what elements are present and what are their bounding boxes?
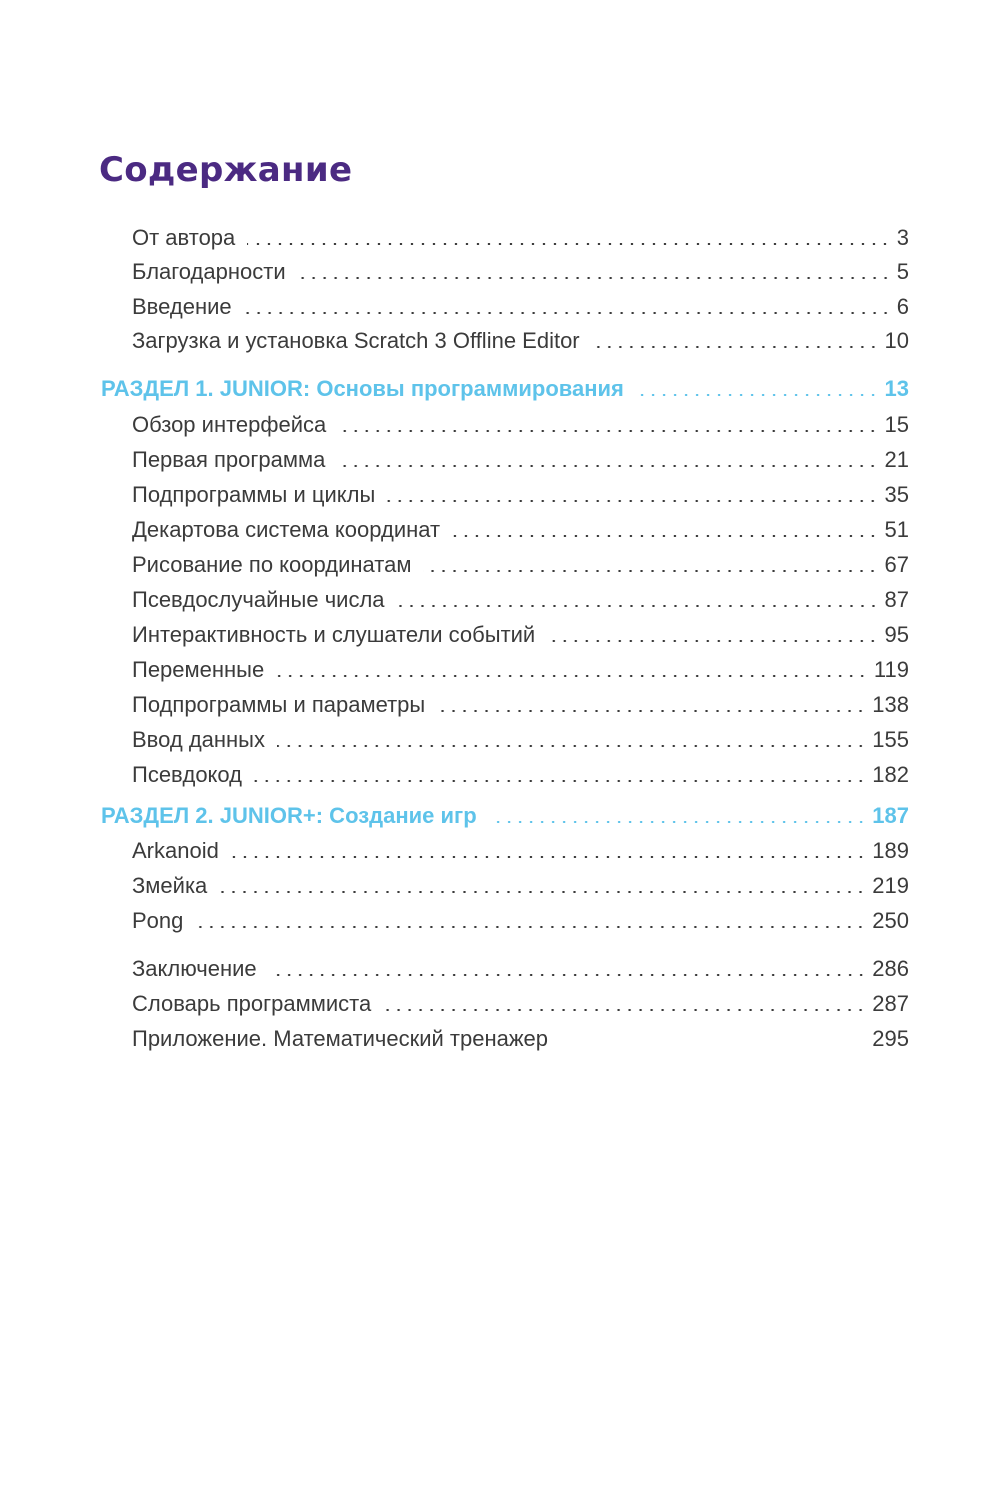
toc-entry-label: Подпрограммы и параметры [132,692,426,717]
toc-section-label: РАЗДЕЛ 2. JUNIOR+: Создание игр [101,803,477,828]
toc-entry-page: 3 [896,225,909,250]
toc-entry-label: Подпрограммы и циклы [132,482,376,507]
dot-leader [247,243,890,245]
toc-entry-page: 6 [896,294,909,319]
dot-leader [383,1009,866,1011]
toc-entry[interactable] [132,481,909,509]
dot-leader [437,710,866,712]
toc-entry-label: Pong [132,908,184,933]
toc-entry[interactable] [132,726,909,754]
dot-leader [244,312,891,314]
toc-entry-label: Заключение [132,956,257,981]
toc-section-label: РАЗДЕЛ 1. JUNIOR: Основы программирования [101,376,624,401]
toc-entry-label: Загрузка и установка Scratch 3 Offline Editor [132,328,580,353]
toc-entry-page: 10 [884,328,909,353]
toc-section-heading[interactable] [101,802,909,830]
dot-leader [276,675,868,677]
dot-leader [219,891,866,893]
toc-section-page: 13 [884,376,909,401]
toc-entry-label: Введение [132,294,232,319]
toc-entry-label: Змейка [132,873,208,898]
dot-leader [254,780,866,782]
dot-leader [387,500,878,502]
toc-entry-page: 219 [872,873,909,898]
toc-entry[interactable] [132,955,909,983]
toc-entry[interactable] [132,872,909,900]
toc-entry-page: 21 [884,447,909,472]
toc-entry[interactable] [132,327,909,355]
dot-leader [452,535,878,537]
toc-entry[interactable] [132,656,909,684]
toc-section-heading[interactable] [101,375,909,403]
toc-entry-page: 5 [896,259,909,284]
toc-entry-page: 189 [872,838,909,863]
toc-entry-page: 155 [872,727,909,752]
toc-entry-label: Приложение. Математический тренажер [132,1026,549,1051]
dot-leader [592,346,879,348]
toc-entry-label: Декартова система координат [132,517,441,542]
toc-entry-page: 87 [884,587,909,612]
toc-entry-page: 119 [873,657,909,682]
dot-leader [337,465,878,467]
toc-entry-page: 250 [872,908,909,933]
toc-entry[interactable] [132,258,909,286]
page-title: Содержание [99,150,353,190]
dot-leader [277,745,866,747]
dot-leader [195,926,866,928]
toc-entry[interactable] [132,907,909,935]
toc-entry-label: Рисование по координатам [132,552,412,577]
toc-entry[interactable] [132,691,909,719]
toc-entry[interactable] [132,990,909,1018]
toc-entry-page: 287 [872,991,909,1016]
toc-entry-page: 95 [884,622,909,647]
toc-entry-page: 286 [872,956,909,981]
toc-entry-label: Первая программа [132,447,326,472]
toc-entry[interactable] [132,761,909,789]
toc-entry[interactable] [132,293,909,321]
toc-entry-page: 67 [884,552,909,577]
toc-entry[interactable] [132,446,909,474]
toc-entry-label: Словарь программиста [132,991,372,1016]
toc-entry[interactable] [132,621,909,649]
toc-entry-label: Псевдослучайные числа [132,587,385,612]
toc-entry-page: 35 [884,482,909,507]
toc-entry-label: Ввод данных [132,727,265,752]
dot-leader [397,605,879,607]
toc-entry-page: 295 [872,1026,909,1051]
toc-entry[interactable] [132,411,909,439]
toc-entry[interactable] [132,224,909,252]
toc-entry-page: 182 [872,762,909,787]
leader-gap [560,1044,866,1046]
toc-entry[interactable] [132,551,909,579]
dot-leader [298,277,891,279]
toc-entry[interactable] [132,1025,909,1053]
toc-entry-label: Благодарности [132,259,286,284]
dot-leader [338,430,878,432]
toc-entry[interactable] [132,586,909,614]
dot-leader [547,640,878,642]
dot-leader [269,974,867,976]
toc-section-page: 187 [872,803,909,828]
toc-entry-label: Интерактивность и слушатели событий [132,622,536,647]
toc-entry-page: 138 [872,692,909,717]
toc-entry-label: От автора [132,225,236,250]
toc-entry[interactable] [132,837,909,865]
toc-entry-page: 15 [884,412,909,437]
toc-entry-label: Переменные [132,657,265,682]
toc-entry-label: Arkanoid [132,838,219,863]
dot-leader [489,821,867,823]
toc-entry-label: Обзор интерфейса [132,412,327,437]
dot-leader [423,570,878,572]
dot-leader [636,394,879,396]
toc-entry-page: 51 [884,517,909,542]
toc-entry[interactable] [132,516,909,544]
dot-leader [231,856,866,858]
toc-entry-label: Псевдокод [132,762,243,787]
